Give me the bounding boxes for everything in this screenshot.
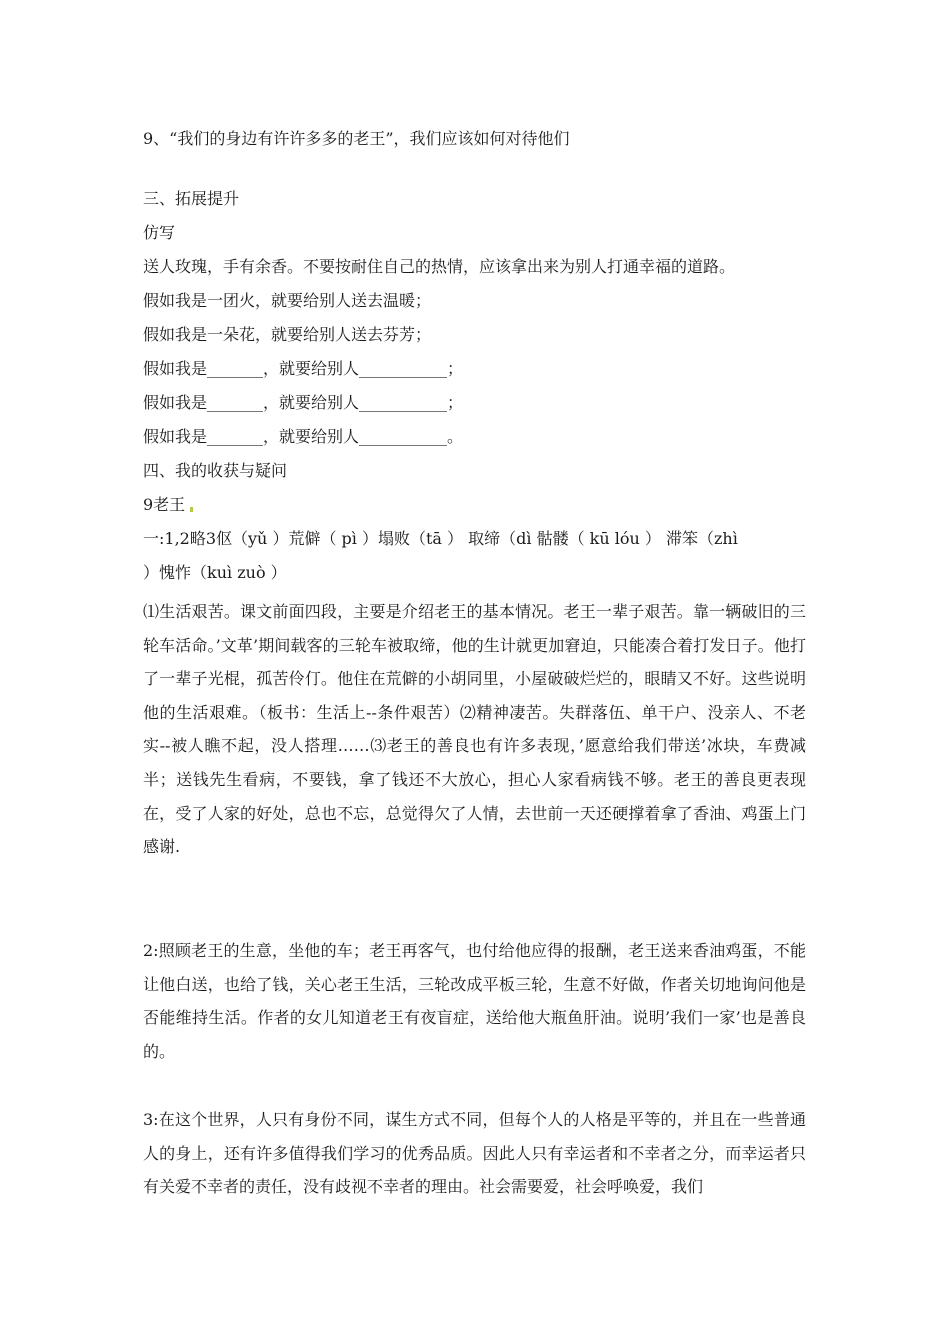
fill-blank-1: 假如我是_______，就要给别人___________；: [143, 359, 464, 378]
answer-paragraph-1: [143, 595, 806, 864]
answer-title-text: 9老王: [143, 495, 186, 514]
answer-paragraph-2: [143, 934, 806, 1068]
pinyin-line-2: ）愧怍（kuì zuò ）: [143, 563, 287, 582]
section-4-heading: 四、我的收获与疑问: [143, 461, 288, 480]
answer-paragraph-3-text: 3:在这个世界，人只有身份不同，谋生方式不同，但每个人的人格是平等的，并且在一些普通人的身上，还有许多值得我们学习的优秀品质。因此人只有幸运者和不幸者之分，而幸运者只有关爱不幸者的责任，没有歧视不幸者的理由。社会需要爱，社会呼唤爱，我们: [143, 1110, 806, 1197]
answer-paragraph-3: [143, 1103, 806, 1204]
section-3-heading: 三、拓展提升: [143, 189, 240, 208]
fill-blank-2: 假如我是_______，就要给别人___________；: [143, 393, 464, 412]
question-9: 9、“我们的身边有许许多多的老王”，我们应该如何对待他们: [143, 129, 570, 148]
imitate-intro: 送人玫瑰，手有余香。不要按耐住自己的热情，应该拿出来为别人打通幸福的道路。: [143, 257, 736, 276]
marker-dot: [190, 507, 193, 512]
answer-paragraph-2-text: 2:照顾老王的生意，坐他的车；老王再客气，也付给他应得的报酬，老王送来香油鸡蛋，不能让他白送，也给了钱，关心老王生活，三轮改成平板三轮，生意不好做，作者关切地询问他是否能维持生活。作者的女儿知道老王有夜盲症，送给他大瓶鱼肝油。说明’我们一家’也是善良的。: [143, 941, 806, 1061]
answer-paragraph-1-text: ⑴生活艰苦。课文前面四段，主要是介绍老王的基本情况。老王一辈子艰苦。靠一辆破旧的三轮车活命。’文革’期间载客的三轮车被取缔，他的生计就更加窘迫，只能凑合着打发日子。他打了一辈子光棍，孤苦伶仃。他住在荒僻的小胡同里，小屋破破烂烂的，眼睛又不好。这些说明他的生活艰难。（板书：生活上--条件艰苦）⑵精神凄苦。失群落伍、单干户、没亲人、不老实--被人瞧不起，没人搭理……⑶老王的善良也有许多表现，’愿意给我们带送’冰块，车费减半；送钱先生看病，不要钱，拿了钱还不大放心，担心人家看病钱不够。老王的善良更表现在，受了人家的好处，总也不忘，总觉得欠了人情，去世前一天还硬撑着拿了香油、鸡蛋上门感谢.: [143, 602, 806, 857]
fill-blank-3: 假如我是_______，就要给别人___________。: [143, 427, 464, 446]
pinyin-line-1: 一:1,2略3伛（yǔ ）荒僻（ pì ）塌败（tā ） 取缔（dì 骷髅（ kū lóu ） 滞笨（zhì: [143, 529, 738, 548]
answer-title: [143, 494, 193, 516]
example-line-1: 假如我是一团火，就要给别人送去温暖；: [143, 291, 432, 310]
imitate-label: 仿写: [143, 223, 176, 242]
example-line-2: 假如我是一朵花，就要给别人送去芬芳；: [143, 325, 432, 344]
